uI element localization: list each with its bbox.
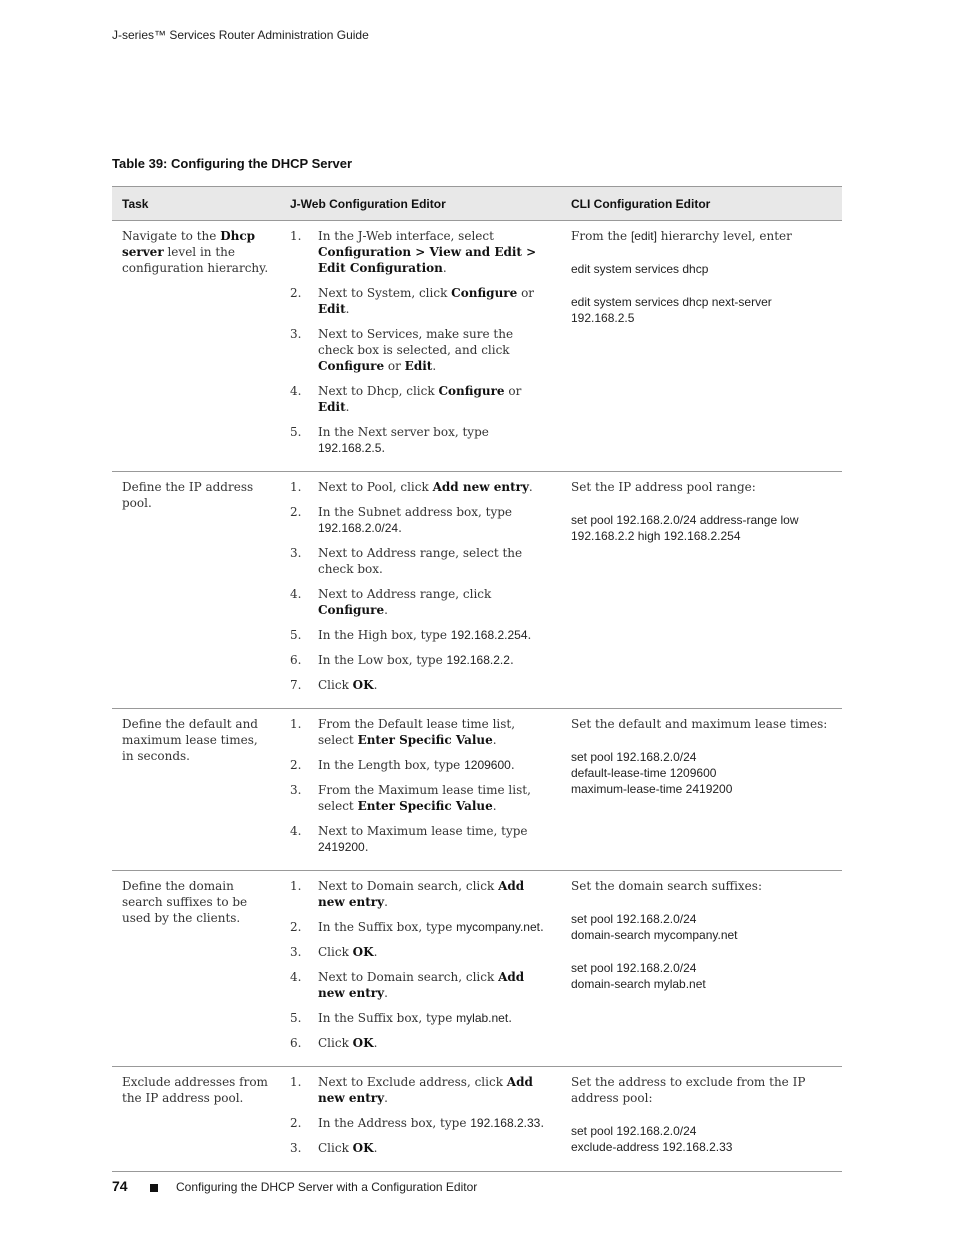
jweb-steps-cell bbox=[280, 221, 561, 472]
text-run: Define the IP address pool. bbox=[122, 480, 254, 510]
text-run: . bbox=[364, 840, 369, 854]
step-item bbox=[290, 757, 551, 773]
step-item bbox=[290, 545, 551, 577]
text-run: . bbox=[528, 480, 533, 494]
step-item bbox=[290, 919, 551, 935]
step-item bbox=[290, 285, 551, 317]
text-run: Next to Maximum lease time, type bbox=[318, 824, 528, 838]
ui-term: Enter Specific Value bbox=[357, 733, 493, 747]
ui-term: Add new entry bbox=[318, 1075, 533, 1105]
step-item bbox=[290, 878, 551, 910]
text-run: . bbox=[345, 302, 350, 316]
step-number: 2. bbox=[290, 758, 302, 772]
text-run: Next to Pool, click bbox=[318, 480, 433, 494]
dhcp-config-table bbox=[112, 186, 842, 1172]
text-run: . bbox=[442, 261, 447, 275]
cli-cell bbox=[561, 871, 842, 1067]
text-run: . bbox=[381, 441, 386, 455]
task-cell bbox=[112, 871, 280, 1067]
step-item bbox=[290, 677, 551, 693]
table-row bbox=[112, 709, 842, 871]
text-run: Define the default and maximum lease times, in seconds. bbox=[122, 717, 258, 763]
ui-term: OK bbox=[352, 678, 374, 692]
step-item bbox=[290, 944, 551, 960]
text-run: . bbox=[432, 359, 437, 373]
literal-value: edit system services dhcp bbox=[571, 262, 709, 276]
step-number: 2. bbox=[290, 1116, 302, 1130]
cli-description bbox=[571, 716, 832, 732]
step-item bbox=[290, 627, 551, 643]
step-number: 3. bbox=[290, 546, 302, 560]
jweb-steps-cell bbox=[280, 472, 561, 709]
literal-value: 192.168.2.33 bbox=[470, 1116, 541, 1130]
cli-command bbox=[571, 911, 832, 943]
step-number: 6. bbox=[290, 1036, 302, 1050]
running-header: J-series™ Services Router Administration Guide bbox=[112, 28, 369, 42]
text-run: . bbox=[540, 1116, 545, 1130]
ui-term: Dhcp server bbox=[122, 229, 256, 259]
step-number: 5. bbox=[290, 628, 302, 642]
cli-cell bbox=[561, 221, 842, 472]
literal-value: 2419200 bbox=[318, 840, 365, 854]
text-run: . bbox=[398, 521, 402, 535]
text-run: Exclude addresses from the IP address pool. bbox=[122, 1075, 268, 1105]
text-run: Click bbox=[318, 1036, 353, 1050]
literal-value: set pool 192.168.2.0/24 default-lease-time 1209600 maximum-lease-time 2419200 bbox=[571, 750, 733, 796]
literal-value: set pool 192.168.2.0/24 domain-search mylab.net bbox=[571, 961, 706, 991]
text-run: Click bbox=[318, 1141, 353, 1155]
cli-cell bbox=[561, 472, 842, 709]
step-number: 1. bbox=[290, 717, 302, 731]
step-number: 5. bbox=[290, 1011, 302, 1025]
text-run: Next to Address range, click bbox=[318, 587, 492, 601]
text-run: . bbox=[373, 945, 378, 959]
step-item bbox=[290, 782, 551, 814]
step-number: 7. bbox=[290, 678, 302, 692]
literal-value: 192.168.2.2 bbox=[446, 653, 510, 667]
text-run: Next to Exclude address, click bbox=[318, 1075, 507, 1089]
literal-value: 1209600 bbox=[464, 758, 511, 772]
steps-list bbox=[290, 479, 551, 693]
step-number: 2. bbox=[290, 920, 302, 934]
text-run: Set the IP address pool range: bbox=[571, 480, 756, 494]
table-row bbox=[112, 472, 842, 709]
text-run: . bbox=[539, 920, 544, 934]
cli-command bbox=[571, 1123, 832, 1155]
steps-list bbox=[290, 1074, 551, 1156]
literal-value: set pool 192.168.2.0/24 domain-search mycompany.net bbox=[571, 912, 738, 942]
step-item bbox=[290, 1010, 551, 1026]
text-run: Click bbox=[318, 945, 353, 959]
steps-list bbox=[290, 716, 551, 855]
step-item bbox=[290, 326, 551, 374]
text-run: In the Subnet address box, type bbox=[318, 505, 513, 519]
ui-term: Edit bbox=[318, 302, 346, 316]
footer-bullet-icon bbox=[150, 1184, 158, 1192]
text-run: . bbox=[527, 628, 532, 642]
step-number: 3. bbox=[290, 945, 302, 959]
step-number: 3. bbox=[290, 327, 302, 341]
step-item bbox=[290, 652, 551, 668]
text-run: Define the domain search suffixes to be used by the clients. bbox=[122, 879, 248, 925]
text-run: Next to Address range, select the check box. bbox=[318, 546, 523, 576]
cli-command bbox=[571, 960, 832, 992]
step-item bbox=[290, 823, 551, 855]
text-run: Next to Domain search, click bbox=[318, 970, 499, 984]
cli-command bbox=[571, 261, 832, 277]
text-run: From the Default lease time list, select bbox=[318, 717, 516, 747]
cli-cell bbox=[561, 709, 842, 871]
text-run: hierarchy level, enter bbox=[656, 229, 792, 243]
text-run: . bbox=[373, 678, 378, 692]
ui-term: Edit bbox=[404, 359, 433, 373]
text-run: Navigate to the bbox=[122, 229, 221, 243]
literal-value: [edit] bbox=[630, 229, 657, 243]
task-cell bbox=[112, 472, 280, 709]
ui-term: OK bbox=[352, 945, 374, 959]
step-number: 2. bbox=[290, 505, 302, 519]
text-run: level in the configuration hierarchy. bbox=[122, 245, 269, 275]
ui-term: OK bbox=[352, 1036, 374, 1050]
jweb-steps-cell bbox=[280, 709, 561, 871]
text-run: . bbox=[373, 1036, 378, 1050]
text-run: In the Address box, type bbox=[318, 1116, 471, 1130]
cli-cell bbox=[561, 1067, 842, 1172]
text-run: or bbox=[517, 286, 535, 300]
text-run: . bbox=[510, 758, 515, 772]
table-row bbox=[112, 221, 842, 472]
text-run: In the Length box, type bbox=[318, 758, 465, 772]
step-item bbox=[290, 1115, 551, 1131]
jweb-steps-cell bbox=[280, 1067, 561, 1172]
cli-description bbox=[571, 1074, 832, 1106]
steps-list bbox=[290, 228, 551, 456]
literal-value: edit system services dhcp next-server 192.168.2.5 bbox=[571, 295, 772, 325]
step-number: 1. bbox=[290, 1075, 302, 1089]
text-run: . bbox=[373, 1141, 378, 1155]
text-run: Next to Dhcp, click bbox=[318, 384, 439, 398]
step-item bbox=[290, 716, 551, 748]
text-run: or bbox=[384, 359, 405, 373]
ui-term: Configure bbox=[318, 359, 385, 373]
step-item bbox=[290, 479, 551, 495]
text-run: In the Low box, type bbox=[318, 653, 447, 667]
column-header-task: Task bbox=[112, 187, 280, 221]
ui-term: Configure bbox=[451, 286, 518, 300]
literal-value: mycompany.net bbox=[456, 920, 540, 934]
table-header-row bbox=[112, 187, 842, 221]
text-run: Set the default and maximum lease times: bbox=[571, 717, 828, 731]
page-number: 74 bbox=[112, 1178, 128, 1194]
text-run: From the bbox=[571, 229, 631, 243]
cli-command bbox=[571, 294, 832, 326]
text-run: Set the domain search suffixes: bbox=[571, 879, 762, 893]
text-run: . bbox=[508, 1011, 513, 1025]
step-item bbox=[290, 383, 551, 415]
text-run: . bbox=[384, 603, 388, 617]
step-number: 6. bbox=[290, 653, 302, 667]
ui-term: Add new entry bbox=[432, 480, 529, 494]
table-body bbox=[112, 221, 842, 1172]
column-header-jweb: J-Web Configuration Editor bbox=[280, 187, 561, 221]
literal-value: 192.168.2.5 bbox=[318, 441, 382, 455]
ui-term: Add new entry bbox=[318, 879, 525, 909]
literal-value: set pool 192.168.2.0/24 address-range low 192.168.2.2 high 192.168.2.254 bbox=[571, 513, 799, 543]
text-run: From the Maximum lease time list, select bbox=[318, 783, 531, 813]
ui-term: OK bbox=[352, 1141, 374, 1155]
step-item bbox=[290, 1035, 551, 1051]
text-run: . bbox=[509, 653, 514, 667]
step-item bbox=[290, 424, 551, 456]
step-number: 4. bbox=[290, 824, 302, 838]
step-number: 4. bbox=[290, 587, 302, 601]
footer-section-title: Configuring the DHCP Server with a Configuration Editor bbox=[176, 1180, 478, 1194]
step-number: 1. bbox=[290, 879, 302, 893]
steps-list bbox=[290, 878, 551, 1051]
text-run: In the Next server box, type bbox=[318, 425, 489, 439]
task-cell bbox=[112, 1067, 280, 1172]
literal-value: mylab.net bbox=[456, 1011, 509, 1025]
step-item bbox=[290, 586, 551, 618]
task-cell bbox=[112, 709, 280, 871]
text-run: Next to System, click bbox=[318, 286, 452, 300]
step-number: 4. bbox=[290, 384, 302, 398]
step-item bbox=[290, 1074, 551, 1106]
text-run: In the Suffix box, type bbox=[318, 1011, 457, 1025]
text-run: . bbox=[384, 1091, 388, 1105]
cli-command bbox=[571, 512, 832, 544]
text-run: Next to Services, make sure the check box is selected, and click bbox=[318, 327, 514, 357]
text-run: or bbox=[504, 384, 522, 398]
literal-value: 192.168.2.0/24 bbox=[318, 521, 399, 535]
step-number: 4. bbox=[290, 970, 302, 984]
step-number: 3. bbox=[290, 783, 302, 797]
cli-description bbox=[571, 878, 832, 894]
text-run: . bbox=[492, 799, 497, 813]
step-number: 3. bbox=[290, 1141, 302, 1155]
table-row bbox=[112, 1067, 842, 1172]
table-caption: Table 39: Configuring the DHCP Server bbox=[112, 156, 353, 171]
jweb-steps-cell bbox=[280, 871, 561, 1067]
text-run: In the Suffix box, type bbox=[318, 920, 457, 934]
literal-value: 192.168.2.254 bbox=[450, 628, 528, 642]
step-item bbox=[290, 969, 551, 1001]
step-item bbox=[290, 1140, 551, 1156]
column-header-cli: CLI Configuration Editor bbox=[561, 187, 842, 221]
text-run: . bbox=[345, 400, 350, 414]
ui-term: Configure bbox=[438, 384, 505, 398]
step-number: 1. bbox=[290, 480, 302, 494]
text-run: . bbox=[384, 895, 388, 909]
text-run: In the High box, type bbox=[318, 628, 451, 642]
table-row bbox=[112, 871, 842, 1067]
text-run: . bbox=[384, 986, 388, 1000]
step-item bbox=[290, 228, 551, 276]
text-run: Next to Domain search, click bbox=[318, 879, 499, 893]
ui-term: Configure bbox=[318, 603, 385, 617]
ui-term: Enter Specific Value bbox=[357, 799, 493, 813]
step-item bbox=[290, 504, 551, 536]
cli-description bbox=[571, 479, 832, 495]
cli-description bbox=[571, 228, 832, 244]
task-cell bbox=[112, 221, 280, 472]
ui-term: Configuration > View and Edit > Edit Configuration bbox=[318, 245, 537, 275]
step-number: 1. bbox=[290, 229, 302, 243]
cli-command bbox=[571, 749, 832, 797]
literal-value: set pool 192.168.2.0/24 exclude-address 192.168.2.33 bbox=[571, 1124, 733, 1154]
text-run: Set the address to exclude from the IP address pool: bbox=[571, 1075, 806, 1105]
step-number: 5. bbox=[290, 425, 302, 439]
ui-term: Edit bbox=[318, 400, 346, 414]
text-run: In the J-Web interface, select bbox=[318, 229, 494, 243]
text-run: Click bbox=[318, 678, 353, 692]
step-number: 2. bbox=[290, 286, 302, 300]
ui-term: Add new entry bbox=[318, 970, 525, 1000]
text-run: . bbox=[492, 733, 497, 747]
